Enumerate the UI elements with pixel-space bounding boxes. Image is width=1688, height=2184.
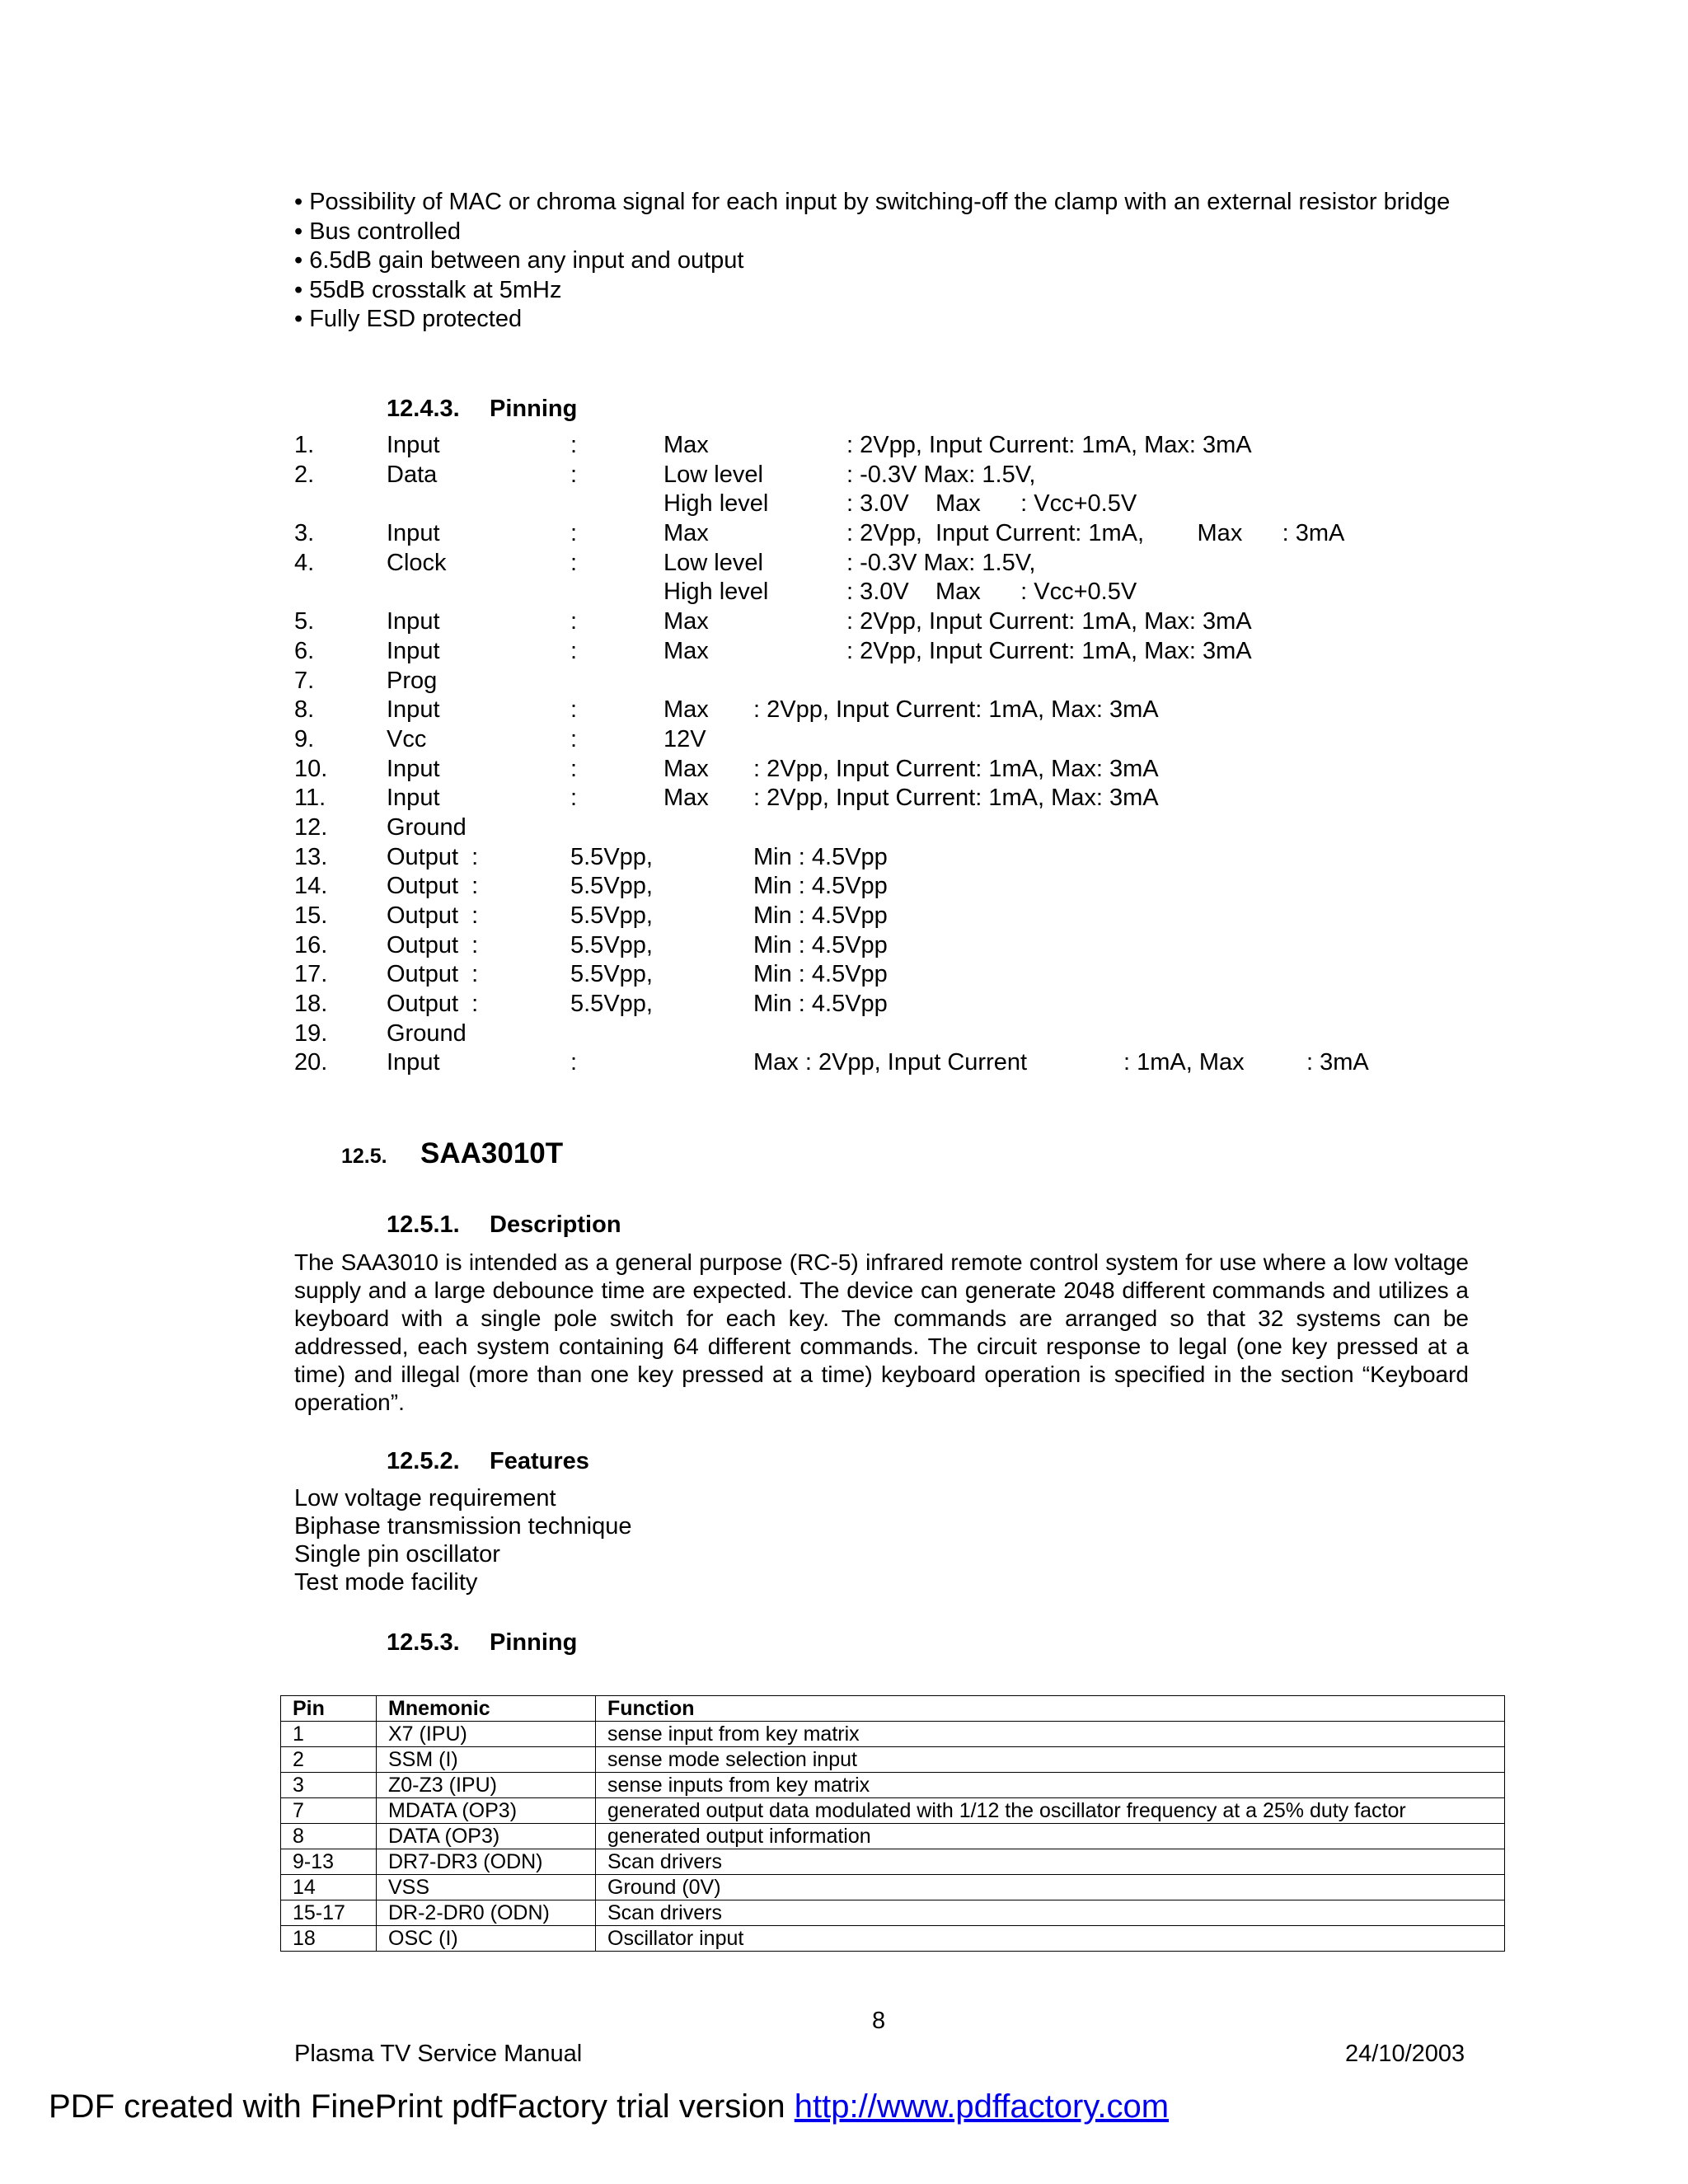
pin-value: : 2Vpp, Input Current: 1mA, Max : 3mA: [846, 520, 1345, 547]
pin-name: Vcc: [387, 725, 427, 752]
pin-n: 3.: [294, 520, 315, 547]
pinning-table: [280, 1695, 1505, 1952]
pin-name: Input: [387, 1049, 440, 1076]
pin-name: Data: [387, 461, 438, 488]
cell-pin: 9-13: [281, 1849, 377, 1875]
pin-row: [294, 1020, 1489, 1050]
pin-colon: :: [570, 755, 578, 782]
pinning-1253-heading: 12.5.3. Pinning: [387, 1629, 578, 1656]
pin-value2: : 2Vpp, Input Current: 1mA, Max: 3mA: [753, 755, 1159, 782]
pin-out: 5.5Vpp,: [570, 991, 653, 1018]
pin-row: [294, 550, 1489, 579]
pin-colon: :: [570, 461, 578, 488]
cell-mnemonic: DR-2-DR0 (ODN): [377, 1900, 596, 1926]
pin-n: 11.: [294, 785, 326, 812]
banner-text: PDF created with FinePrint pdfFactory trial version: [49, 2088, 795, 2125]
pin-out: 5.5Vpp,: [570, 843, 653, 870]
pin-row: [294, 932, 1489, 962]
pin-n: 8.: [294, 696, 315, 724]
cell-function: sense mode selection input: [596, 1747, 1505, 1773]
page-number: 8: [872, 2008, 886, 2034]
pin-value: : 3.0V Max : Vcc+0.5V: [846, 490, 1137, 518]
pin-min: Min : 4.5Vpp: [753, 843, 888, 870]
pin-param: Low level: [663, 549, 763, 576]
features-list: [294, 1484, 631, 1596]
header-function: Function: [596, 1696, 1505, 1722]
pin-colon: :: [570, 637, 578, 664]
pin-n: 12.: [294, 813, 328, 841]
pin-name: Output :: [387, 902, 479, 929]
table-row: [281, 1773, 1505, 1798]
footer-title: Plasma TV Service Manual: [294, 2041, 583, 2067]
cell-mnemonic: SSM (I): [377, 1747, 596, 1773]
pin-colon: :: [570, 696, 578, 724]
pin-out: 5.5Vpp,: [570, 931, 653, 958]
cell-function: sense input from key matrix: [596, 1722, 1505, 1747]
feature-bullet-list: [294, 188, 1489, 335]
cell-pin: 15-17: [281, 1900, 377, 1926]
cell-mnemonic: OSC (I): [377, 1926, 596, 1952]
pin-row: [294, 520, 1489, 550]
pin-param: Max: [663, 608, 709, 635]
pin-row: [294, 1049, 1489, 1079]
pin-n: 4.: [294, 549, 315, 576]
bullet-item: • Bus controlled: [294, 218, 461, 245]
pin-param: High level: [663, 490, 769, 518]
pin-name: Ground: [387, 1019, 467, 1047]
pinning-1243-heading: 12.4.3. Pinning: [387, 396, 578, 422]
pin-param: Max: [663, 755, 709, 782]
table-row: [281, 1722, 1505, 1747]
bullet-item: • 6.5dB gain between any input and output: [294, 247, 744, 274]
table-row: [281, 1875, 1505, 1900]
pin-row: [294, 785, 1489, 814]
pin-min: Min : 4.5Vpp: [753, 991, 888, 1018]
pin-row: [294, 608, 1489, 638]
pin-extra1: : 1mA, Max: [1123, 1049, 1245, 1076]
pin-value: : 3.0V Max : Vcc+0.5V: [846, 579, 1137, 606]
pin-row: [294, 490, 1489, 520]
pin-out: 5.5Vpp,: [570, 961, 653, 988]
pinning-1243-list: [294, 432, 1489, 1079]
pin-out: 5.5Vpp,: [570, 873, 653, 900]
pin-row: [294, 814, 1489, 844]
pin-value2: : 2Vpp, Input Current: 1mA, Max: 3mA: [753, 696, 1159, 724]
cell-mnemonic: MDATA (OP3): [377, 1798, 596, 1824]
pdffactory-link[interactable]: http://www.pdffactory.com: [794, 2088, 1170, 2125]
pin-name: Output :: [387, 843, 479, 870]
pin-name: Input: [387, 785, 440, 812]
cell-mnemonic: DATA (OP3): [377, 1824, 596, 1849]
pin-colon: :: [570, 785, 578, 812]
pin-n: 7.: [294, 667, 315, 694]
bullet-item: • 55dB crosstalk at 5mHz: [294, 276, 562, 303]
pin-min: Min : 4.5Vpp: [753, 873, 888, 900]
pin-name: Output :: [387, 991, 479, 1018]
pin-row: [294, 756, 1489, 785]
bullet-item: • Possibility of MAC or chroma signal for each input by switching-off the clamp with an external resistor bridge: [294, 189, 1451, 215]
pin-row: [294, 726, 1489, 756]
pin-n: 17.: [294, 961, 328, 988]
pin-n: 18.: [294, 991, 328, 1018]
pin-colon: :: [570, 520, 578, 547]
cell-function: Scan drivers: [596, 1900, 1505, 1926]
pin-row: [294, 668, 1489, 697]
description-heading: 12.5.1. Description: [387, 1212, 621, 1238]
footer-date: 24/10/2003: [1345, 2041, 1465, 2067]
pin-min: Min : 4.5Vpp: [753, 961, 888, 988]
pin-row: [294, 638, 1489, 668]
pin-out: 5.5Vpp,: [570, 902, 653, 929]
pin-colon: :: [570, 1049, 578, 1076]
features-heading: 12.5.2. Features: [387, 1448, 589, 1474]
pin-n: 10.: [294, 755, 328, 782]
cell-function: sense inputs from key matrix: [596, 1773, 1505, 1798]
pin-param: Max: [663, 432, 709, 458]
pin-n: 13.: [294, 843, 328, 870]
pin-value: : -0.3V Max: 1.5V,: [846, 549, 1036, 576]
feature-item: Test mode facility: [294, 1569, 478, 1596]
pin-param: High level: [663, 579, 769, 606]
cell-mnemonic: X7 (IPU): [377, 1722, 596, 1747]
pin-name: Input: [387, 608, 440, 635]
cell-function: Scan drivers: [596, 1849, 1505, 1875]
pin-min: Max : 2Vpp, Input Current: [753, 1049, 1028, 1076]
table-row: [281, 1747, 1505, 1773]
pin-min: Min : 4.5Vpp: [753, 902, 888, 929]
pin-name: Output :: [387, 961, 479, 988]
table-row: [281, 1824, 1505, 1849]
pin-n: 2.: [294, 461, 315, 488]
cell-pin: 1: [281, 1722, 377, 1747]
pin-row: [294, 844, 1489, 874]
cell-mnemonic: DR7-DR3 (ODN): [377, 1849, 596, 1875]
header-pin: Pin: [281, 1696, 377, 1722]
pin-param: Max: [663, 785, 709, 812]
pin-colon: :: [570, 608, 578, 635]
cell-pin: 8: [281, 1824, 377, 1849]
pin-min: Min : 4.5Vpp: [753, 931, 888, 958]
pin-n: 20.: [294, 1049, 328, 1076]
pin-value: : -0.3V Max: 1.5V,: [846, 461, 1036, 488]
pin-row: [294, 432, 1489, 462]
pin-value: : 2Vpp, Input Current: 1mA, Max: 3mA: [846, 432, 1252, 458]
pin-name: Prog: [387, 667, 438, 694]
pin-n: 14.: [294, 873, 328, 900]
pin-colon: :: [570, 549, 578, 576]
pin-value: : 2Vpp, Input Current: 1mA, Max: 3mA: [846, 608, 1252, 635]
pin-n: 1.: [294, 432, 315, 458]
pin-row: [294, 961, 1489, 991]
cell-mnemonic: Z0-Z3 (IPU): [377, 1773, 596, 1798]
feature-item: Single pin oscillator: [294, 1541, 500, 1568]
pin-row: [294, 873, 1489, 902]
header-mnemonic: Mnemonic: [377, 1696, 596, 1722]
pin-n: 16.: [294, 931, 328, 958]
pin-row: [294, 902, 1489, 932]
pin-value2: : 2Vpp, Input Current: 1mA, Max: 3mA: [753, 785, 1159, 812]
cell-pin: 2: [281, 1747, 377, 1773]
cell-function: generated output information: [596, 1824, 1505, 1849]
cell-function: generated output data modulated with 1/12 the oscillator frequency at a 25% duty factor: [596, 1798, 1505, 1824]
pin-name: Input: [387, 520, 440, 547]
feature-item: Low voltage requirement: [294, 1485, 556, 1511]
pin-name: Input: [387, 637, 440, 664]
pin-colon: :: [570, 725, 578, 752]
cell-pin: 18: [281, 1926, 377, 1952]
cell-pin: 14: [281, 1875, 377, 1900]
cell-pin: 7: [281, 1798, 377, 1824]
pin-name: Input: [387, 755, 440, 782]
description-paragraph: The SAA3010 is intended as a general purpose (RC-5) infrared remote control system for use where a low voltage supply and a large debounce time are expected. The device can generate 2048 different commands and utilizes a keyboard with a single pole switch for each key. The commands are arranged so that 32 systems can be addressed, each system containing 64 different commands. The circuit response to legal (one key pressed at a time) and illegal (more than one key pressed at a time) keyboard operation is specified in the section “Keyboard operation”.: [294, 1249, 1469, 1415]
pin-row: [294, 462, 1489, 491]
pin-name: Output :: [387, 931, 479, 958]
pin-n: 6.: [294, 637, 315, 664]
pin-value: : 2Vpp, Input Current: 1mA, Max: 3mA: [846, 637, 1252, 664]
cell-function: Oscillator input: [596, 1926, 1505, 1952]
pin-row: [294, 696, 1489, 726]
pin-n: 19.: [294, 1019, 328, 1047]
cell-function: Ground (0V): [596, 1875, 1505, 1900]
pin-param: 12V: [663, 725, 706, 752]
table-row: [281, 1900, 1505, 1926]
feature-item: Biphase transmission technique: [294, 1513, 632, 1540]
pin-param: Max: [663, 637, 709, 664]
pin-param: Max: [663, 520, 709, 547]
pin-colon: :: [570, 432, 578, 458]
pin-name: Output :: [387, 873, 479, 900]
table-header-row: [281, 1696, 1505, 1722]
cell-mnemonic: VSS: [377, 1875, 596, 1900]
pin-param: Low level: [663, 461, 763, 488]
pin-n: 5.: [294, 608, 315, 635]
pin-name: Clock: [387, 549, 447, 576]
table-row: [281, 1926, 1505, 1952]
pin-n: 9.: [294, 725, 315, 752]
bullet-item: • Fully ESD protected: [294, 306, 523, 332]
cell-pin: 3: [281, 1773, 377, 1798]
pin-row: [294, 579, 1489, 608]
pin-row: [294, 991, 1489, 1020]
pin-name: Ground: [387, 813, 467, 841]
pin-param: Max: [663, 696, 709, 724]
table-row: [281, 1849, 1505, 1875]
section-125-heading: 12.5. SAA3010T: [341, 1137, 564, 1169]
pin-name: Input: [387, 432, 440, 458]
pdf-banner: [49, 2088, 1169, 2125]
pin-extra2: : 3mA: [1306, 1049, 1369, 1076]
table-row: [281, 1798, 1505, 1824]
pin-name: Input: [387, 696, 440, 724]
pin-n: 15.: [294, 902, 328, 929]
